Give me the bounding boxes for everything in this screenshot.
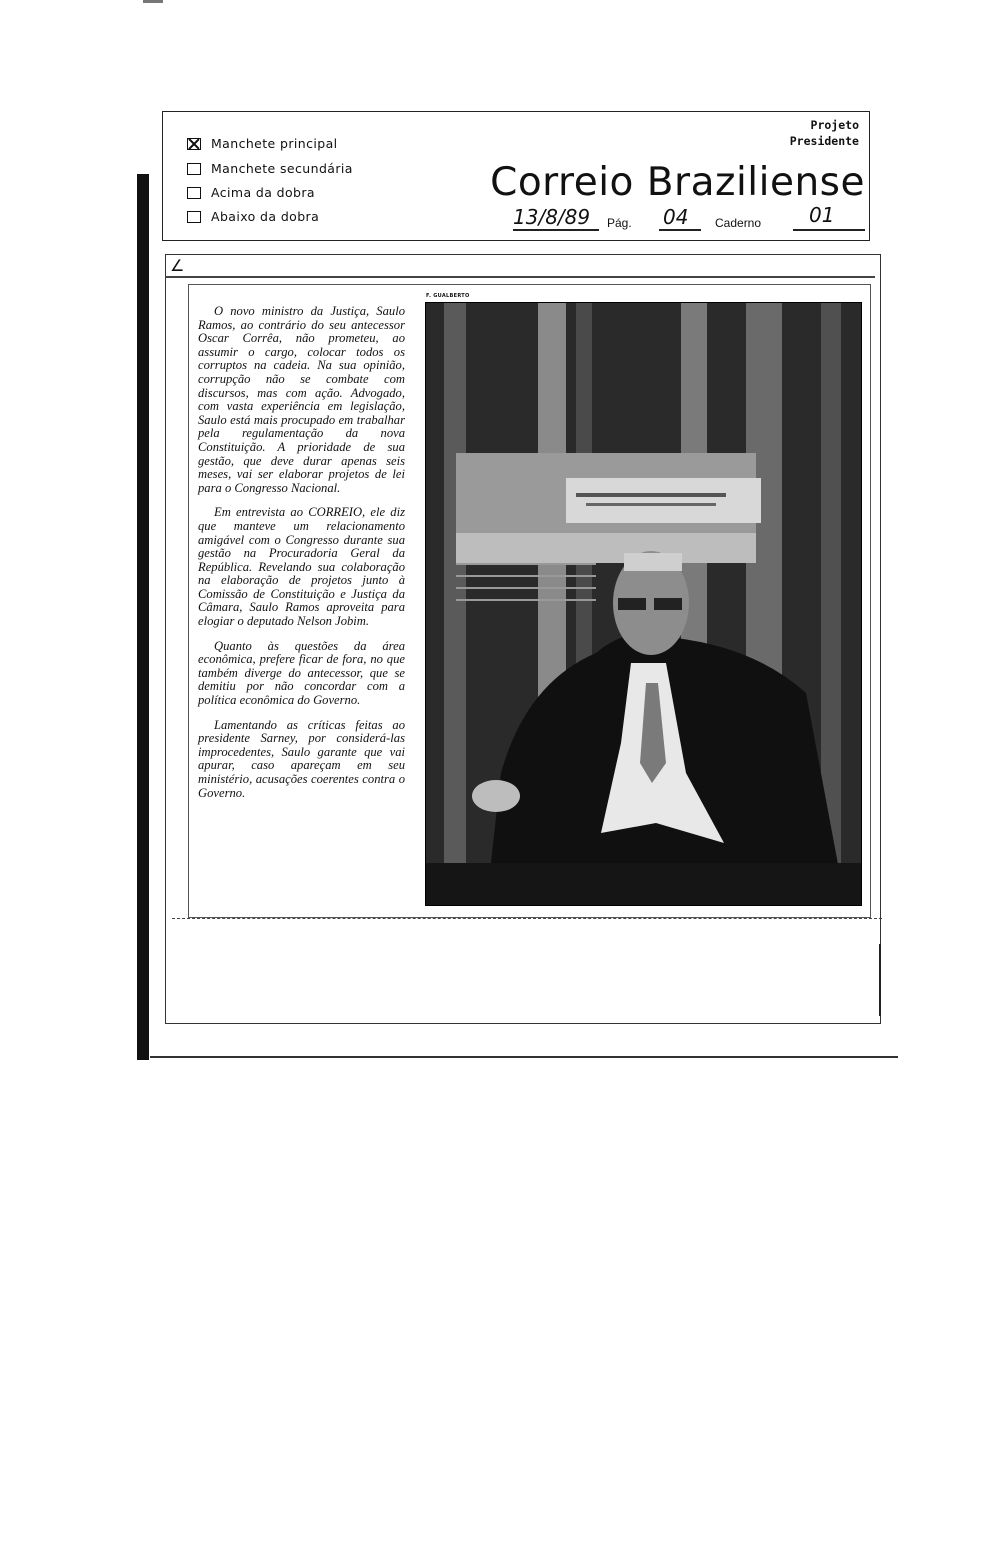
checkbox-label: Manchete secundária (211, 161, 353, 176)
checkbox-row-manchete-principal[interactable] (187, 136, 338, 151)
scan-edge-bar (137, 174, 149, 1060)
frame-top-rule (165, 276, 875, 278)
checkbox-checked-icon[interactable] (187, 138, 201, 150)
newspaper-masthead: Correio Braziliense (490, 160, 865, 205)
section-number-handwritten: 01 (809, 203, 835, 227)
checkbox-empty-icon[interactable] (187, 163, 201, 175)
date-page-line (513, 203, 865, 233)
checkbox-row-acima-da-dobra[interactable] (187, 185, 315, 200)
project-line-2: Presidente (789, 134, 859, 148)
corner-mark-icon: ∠ (170, 256, 185, 275)
checkbox-empty-icon[interactable] (187, 187, 201, 199)
article-paragraph: Em entrevista ao CORREIO, ele diz que manteve um relacionamento amigável com o Congresso durante sua gestão na Procuradoria Geral da República. Revelando sua colaboração na elaboração de projetos junto à Comissão de Constituição e Justiça da Câmara, Saulo Ramos aproveita para elogiar o deputado Nelson Jobim. (198, 505, 405, 629)
article-paragraph: O novo ministro da Justiça, Saulo Ramos, ao contrário do seu antecessor Oscar Corrêa, não prometeu, ao assumir o cargo, colocar todos os corruptos na cadeia. Na sua opinião, corrupção não se combate com discursos, mas com ação. Advogado, com vasta experiência em legislação, Saulo está mais procupado em trabalhar pela regulamentação da nova Constituição. A prioridade de sua gestão, que deve durar apenas seis meses, vai ser elaborar projetos de lei para o Congresso Nacional. (198, 304, 405, 495)
dotted-separator (172, 918, 882, 919)
scan-speck (143, 0, 163, 3)
article-paragraph: Lamentando as críticas feitas ao presidente Sarney, por considerá-las improcedentes, Saulo garante que vai apurar, caso apareçam em seu ministério, acusações coerentes contra o Governo. (198, 717, 405, 800)
checkbox-row-manchete-secundaria[interactable] (187, 161, 353, 176)
checkbox-row-abaixo-da-dobra[interactable] (187, 209, 319, 224)
checkbox-label: Manchete principal (211, 136, 338, 151)
project-line-1: Projeto (810, 118, 859, 132)
checkbox-label: Abaixo da dobra (211, 209, 320, 224)
page-underline (659, 229, 701, 231)
checkbox-label: Acima da dobra (211, 185, 315, 200)
date-underline (513, 229, 599, 231)
checkbox-empty-icon[interactable] (187, 211, 201, 223)
section-label: Caderno (715, 216, 762, 230)
page-number-handwritten: 04 (663, 205, 689, 229)
frame-right-tick (879, 944, 881, 1016)
page-label: Pág. (607, 216, 632, 230)
section-underline (793, 229, 865, 231)
article-paragraph: Quanto às questões da área econômica, prefere ficar de fora, no que também diverge do antecessor, que se demitiu por não concordar com a política econômica do Governo. (198, 638, 405, 708)
date-handwritten: 13/8/89 (513, 205, 591, 229)
clipping-header (162, 111, 870, 241)
project-label (790, 117, 859, 149)
article-body (198, 305, 405, 811)
photo-credit: F. GUALBERTO (426, 293, 470, 299)
scan-bottom-rule (150, 1056, 898, 1058)
article-photo (425, 302, 862, 906)
photo-illustration (426, 303, 862, 906)
